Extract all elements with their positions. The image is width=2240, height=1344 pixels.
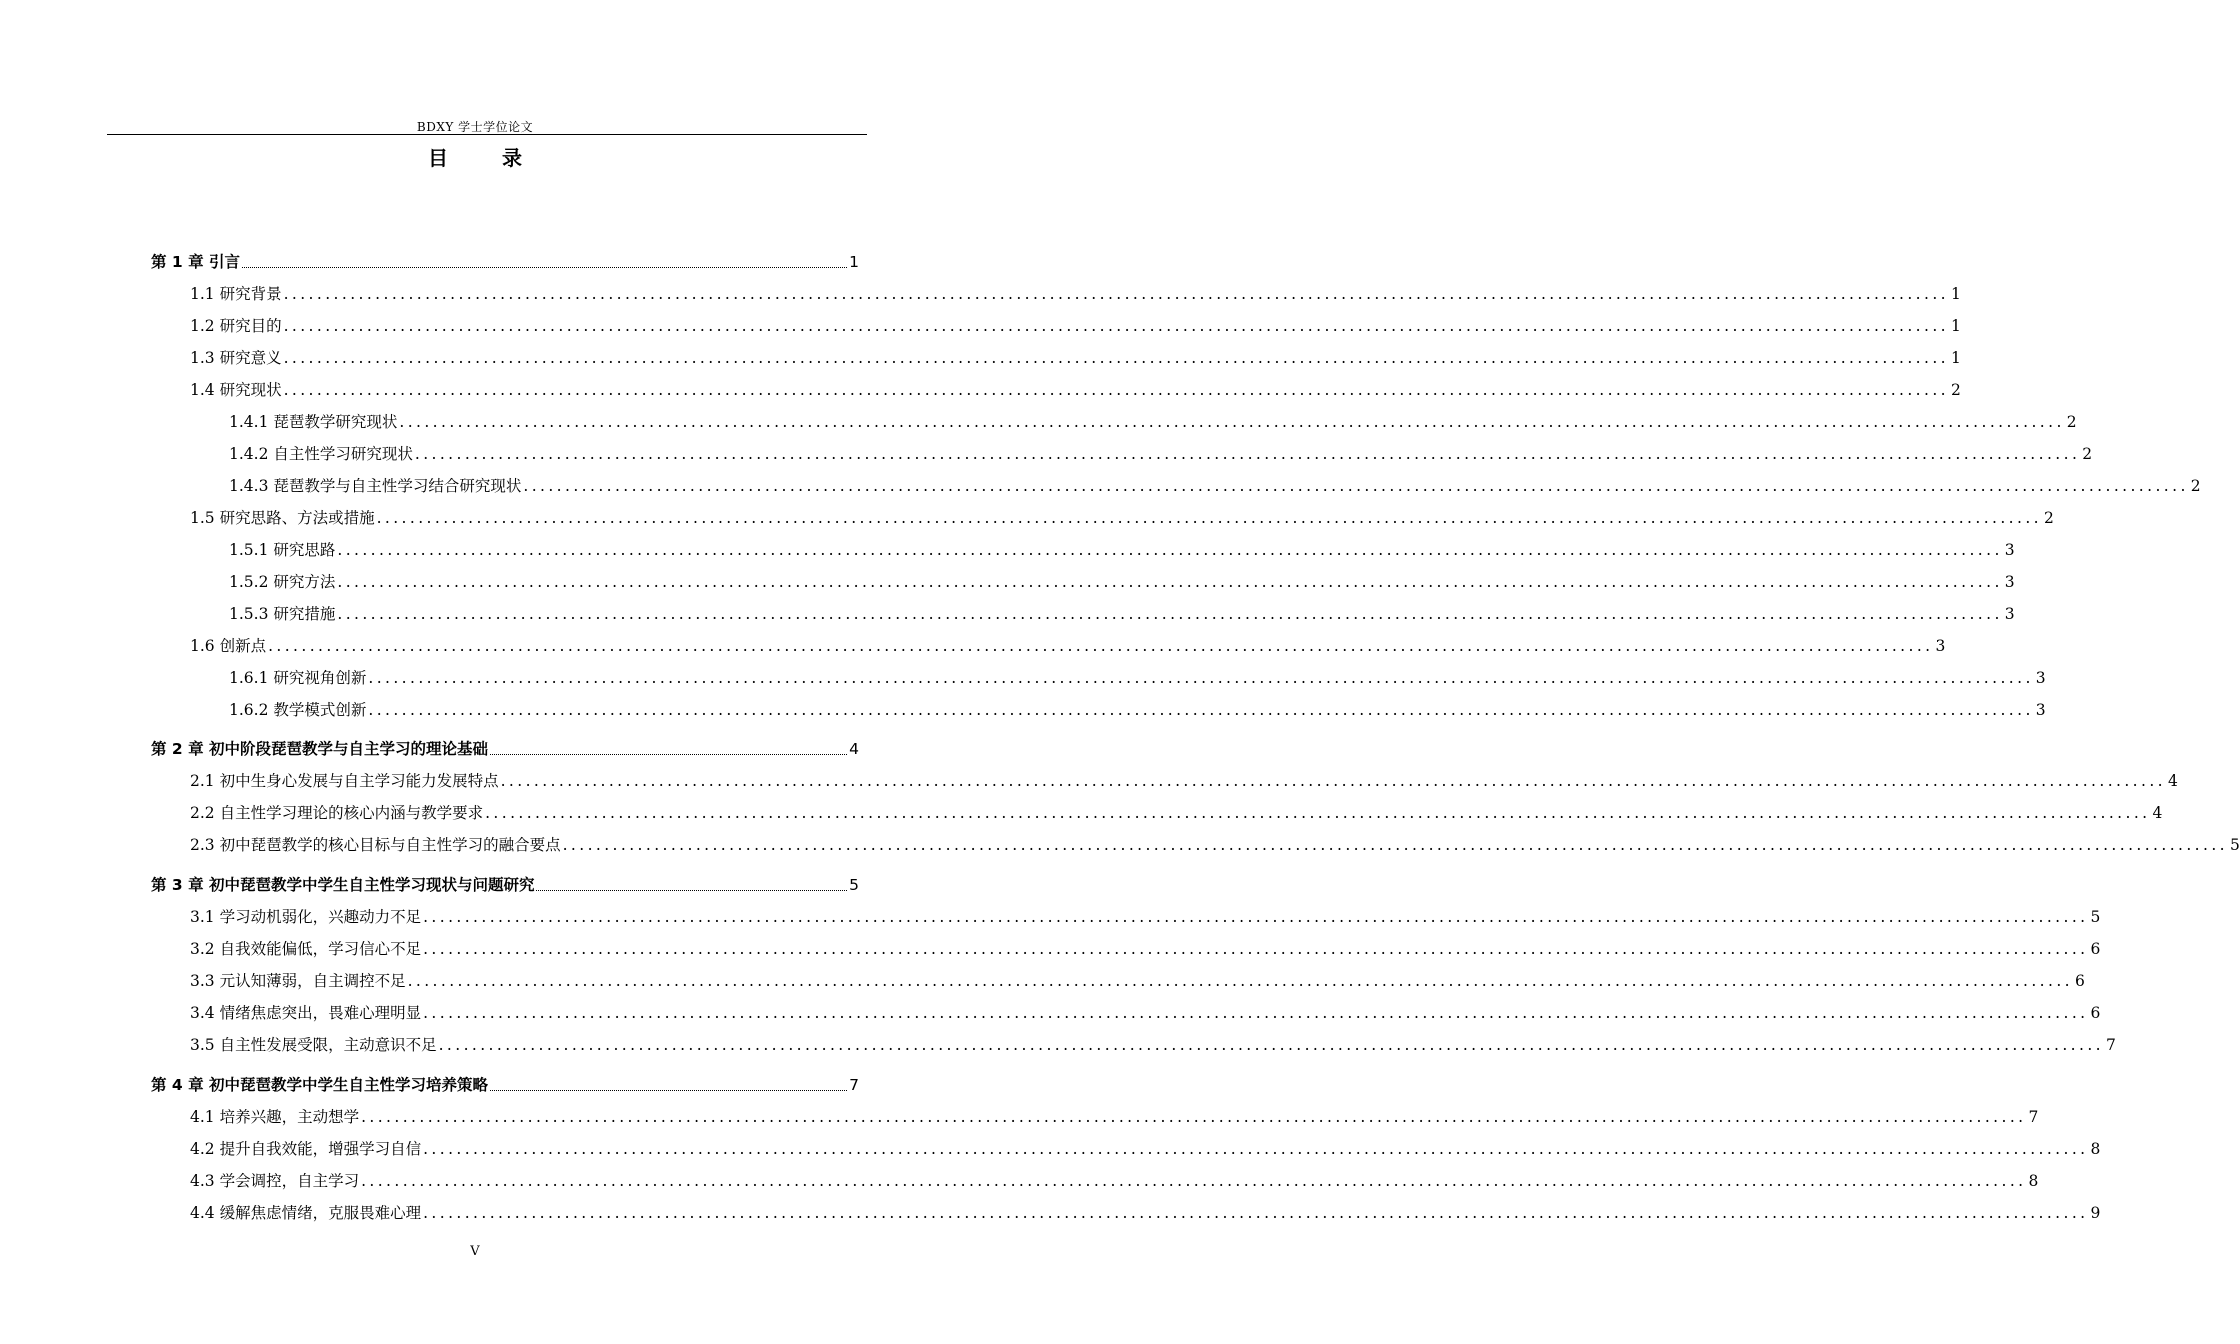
- toc-entry-label: 第 4 章 初中琵琶教学中学生自主性学习培养策略: [151, 1076, 488, 1094]
- toc-entry[interactable]: [229, 472, 2201, 500]
- toc-entry[interactable]: [190, 632, 1946, 660]
- toc-entry-label: 第 1 章 引言: [151, 253, 240, 271]
- toc-entry-page: 7: [2106, 1036, 2116, 1054]
- toc-entry-page: 7: [849, 1076, 859, 1094]
- toc-dot-leader: ........................................................................................................................................................................................................: [337, 573, 2003, 591]
- toc-dot-leader: ........................................................................................................................................................................................................: [283, 381, 1949, 399]
- toc-entry-page: 9: [2090, 1204, 2101, 1222]
- toc-entry-label: 2.3 初中琵琶教学的核心目标与自主性学习的融合要点: [190, 836, 561, 854]
- toc-entry-page: 4: [2168, 772, 2178, 790]
- toc-dot-leader: ........................................................................................................................................................................................................: [438, 1036, 2104, 1054]
- toc-entry-page: 2: [1950, 381, 1961, 399]
- toc-entry-label: 2.1 初中生身心发展与自主学习能力发展特点: [190, 772, 499, 790]
- toc-entry-page: 8: [2028, 1172, 2039, 1190]
- toc-entry-page: 1: [1950, 317, 1961, 335]
- toc-entry[interactable]: [229, 600, 2015, 628]
- toc-entry-page: 6: [2090, 1004, 2101, 1022]
- toc-entry-page: 2: [2043, 509, 2054, 527]
- toc-dot-leader: ........................................................................................................................................................................................................: [414, 445, 2081, 463]
- toc-entry-page: 2: [2066, 413, 2077, 431]
- toc-entry-page: 1: [849, 253, 859, 271]
- toc-entry-page: 3: [2004, 573, 2015, 591]
- toc-entry-label: 3.5 自主性发展受限，主动意识不足: [190, 1036, 437, 1054]
- toc-entry[interactable]: [190, 903, 2101, 931]
- toc-entry-label: 1.1 研究背景: [190, 285, 282, 303]
- toc-entry-page: 5: [849, 876, 859, 894]
- toc-entry[interactable]: [229, 536, 2015, 564]
- toc-entry[interactable]: [190, 1167, 2039, 1195]
- toc-entry-label: 3.1 学习动机弱化，兴趣动力不足: [190, 908, 422, 926]
- toc-dot-leader: ........................................................................................................................................................................................................: [485, 804, 2151, 822]
- toc-entry[interactable]: [190, 312, 1961, 340]
- toc-entry-page: 6: [2090, 940, 2101, 958]
- toc-entry[interactable]: [190, 935, 2101, 963]
- toc-entry[interactable]: [190, 999, 2101, 1027]
- toc-entry-page: 5: [2090, 908, 2101, 926]
- toc-entry-page: 3: [2035, 669, 2046, 687]
- toc-entry-page: 4: [2152, 804, 2163, 822]
- toc-entry-label: 1.4.3 琵琶教学与自主性学习结合研究现状: [229, 477, 522, 495]
- toc-entry-page: 4: [849, 740, 859, 758]
- toc-entry[interactable]: [190, 376, 1961, 404]
- toc-entry-label: 1.4 研究现状: [190, 381, 282, 399]
- toc-entry-label: 3.2 自我效能偏低，学习信心不足: [190, 940, 422, 958]
- toc-dot-leader: ........................................................................................................................................................................................................: [407, 972, 2073, 990]
- toc-dot-leader: ........................................................................................................................................................................................................: [283, 317, 1949, 335]
- toc-entry[interactable]: [190, 1135, 2101, 1163]
- toc-entry[interactable]: [229, 408, 2077, 436]
- toc-entry-label: 1.2 研究目的: [190, 317, 282, 335]
- toc-entry[interactable]: [190, 767, 2178, 795]
- toc-entry[interactable]: [229, 568, 2015, 596]
- toc-dot-leader: ........................................................................................................................................................................................................: [368, 669, 2034, 687]
- toc-entry[interactable]: [190, 967, 2085, 995]
- header-rule: [107, 134, 867, 135]
- toc-dot-leader: ........................................................................................................................................................................................................: [268, 637, 1934, 655]
- toc-dot-leader: ........................................................................................................................................................................................................: [283, 349, 1949, 367]
- toc-title: 目录: [428, 146, 576, 170]
- toc-dot-leader: ........................................................................................................................................................................................................: [376, 509, 2042, 527]
- toc-entry[interactable]: [190, 1199, 2101, 1227]
- toc-entry-label: 1.5 研究思路、方法或措施: [190, 509, 375, 527]
- toc-entry[interactable]: [190, 344, 1961, 372]
- toc-entry-page: 2: [2082, 445, 2093, 463]
- toc-entry-label: 1.6 创新点: [190, 637, 267, 655]
- toc-entry-label: 第 3 章 初中琵琶教学中学生自主性学习现状与问题研究: [151, 876, 535, 894]
- toc-entry[interactable]: [190, 504, 2054, 532]
- toc-entry[interactable]: [190, 280, 1961, 308]
- toc-dot-leader: ........................................................................................................................................................................................................: [337, 541, 2003, 559]
- toc-entry[interactable]: [190, 799, 2163, 827]
- toc-dot-leader: ........................................................................................................................................................................................................: [423, 1140, 2089, 1158]
- toc-entry[interactable]: [229, 440, 2093, 468]
- toc-entry-page: 1: [1950, 285, 1961, 303]
- toc-entry-label: 1.3 研究意义: [190, 349, 282, 367]
- toc-dot-leader: ........................................................................................................................................................................................................: [361, 1172, 2027, 1190]
- toc-dot-leader: ........................................................................................................................................................................................................: [423, 1204, 2089, 1222]
- toc-dot-leader: ........................................................................................................................................................................................................: [500, 772, 2166, 790]
- toc-dot-leader: [536, 890, 847, 891]
- toc-dot-leader: ........................................................................................................................................................................................................: [523, 477, 2189, 495]
- toc-entry-page: 8: [2090, 1140, 2101, 1158]
- toc-dot-leader: ........................................................................................................................................................................................................: [399, 413, 2065, 431]
- toc-entry-label: 4.2 提升自我效能，增强学习自信: [190, 1140, 422, 1158]
- toc-entry-label: 1.4.2 自主性学习研究现状: [229, 445, 413, 463]
- toc-entry-page: 5: [2230, 836, 2240, 854]
- toc-entry[interactable]: [190, 1103, 2039, 1131]
- running-header: BDXY 学士学位论文: [416, 120, 534, 134]
- toc-dot-leader: [490, 1090, 847, 1091]
- toc-entry-label: 3.3 元认知薄弱，自主调控不足: [190, 972, 406, 990]
- toc-entry-page: 3: [1935, 637, 1946, 655]
- toc-entry[interactable]: [151, 871, 859, 899]
- toc-entry[interactable]: [229, 664, 2046, 692]
- toc-dot-leader: ........................................................................................................................................................................................................: [283, 285, 1949, 303]
- toc-entry[interactable]: [190, 1031, 2116, 1059]
- toc-entry-page: 6: [2074, 972, 2085, 990]
- toc-entry-page: 3: [2004, 541, 2015, 559]
- toc-entry-page: 3: [2004, 605, 2015, 623]
- toc-dot-leader: ........................................................................................................................................................................................................: [562, 836, 2228, 854]
- toc-dot-leader: [242, 267, 847, 268]
- toc-entry-label: 1.4.1 琵琶教学研究现状: [229, 413, 398, 431]
- toc-entry[interactable]: [190, 831, 2240, 859]
- toc-entry-label: 1.5.3 研究措施: [229, 605, 336, 623]
- toc-entry-page: 1: [1950, 349, 1961, 367]
- toc-entry[interactable]: [151, 735, 859, 763]
- page-number: V: [470, 1244, 480, 1259]
- toc-entry-page: 7: [2028, 1108, 2039, 1126]
- toc-entry[interactable]: [229, 696, 2046, 724]
- toc-entry-label: 1.6.1 研究视角创新: [229, 669, 367, 687]
- toc-dot-leader: ........................................................................................................................................................................................................: [368, 701, 2034, 719]
- toc-entry-page: 2: [2190, 477, 2201, 495]
- toc-entry-label: 1.5.2 研究方法: [229, 573, 336, 591]
- toc-entry-page: 3: [2035, 701, 2046, 719]
- toc-entry-label: 第 2 章 初中阶段琵琶教学与自主学习的理论基础: [151, 740, 488, 758]
- toc-dot-leader: [490, 754, 847, 755]
- toc-dot-leader: ........................................................................................................................................................................................................: [423, 940, 2089, 958]
- toc-entry-label: 1.6.2 教学模式创新: [229, 701, 367, 719]
- toc-entry[interactable]: [151, 1071, 859, 1099]
- toc-entry-label: 4.1 培养兴趣，主动想学: [190, 1108, 360, 1126]
- toc-entry-label: 2.2 自主性学习理论的核心内涵与教学要求: [190, 804, 484, 822]
- toc-dot-leader: ........................................................................................................................................................................................................: [337, 605, 2003, 623]
- toc-dot-leader: ........................................................................................................................................................................................................: [361, 1108, 2027, 1126]
- toc-entry[interactable]: [151, 248, 859, 276]
- toc-entry-label: 4.4 缓解焦虑情绪，克服畏难心理: [190, 1204, 422, 1222]
- toc-dot-leader: ........................................................................................................................................................................................................: [423, 908, 2089, 926]
- toc-entry-label: 1.5.1 研究思路: [229, 541, 336, 559]
- toc-entry-label: 4.3 学会调控，自主学习: [190, 1172, 360, 1190]
- toc-entry-label: 3.4 情绪焦虑突出，畏难心理明显: [190, 1004, 422, 1022]
- toc-dot-leader: ........................................................................................................................................................................................................: [423, 1004, 2089, 1022]
